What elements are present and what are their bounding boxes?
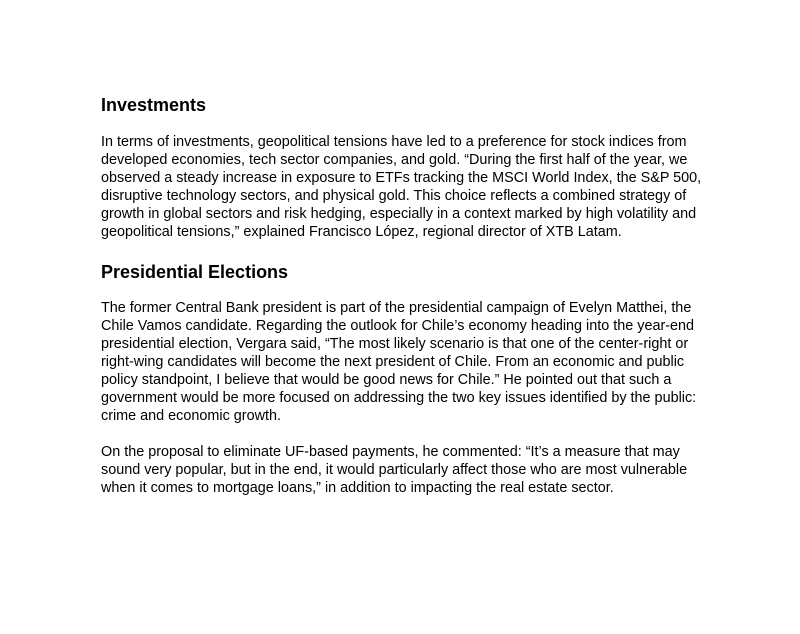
investments-heading: Investments — [101, 95, 207, 115]
elections-section — [101, 259, 705, 498]
elections-paragraph-2: On the proposal to eliminate UF-based payments, he commented: “It’s a measure that may sound very popular, but in the end, it would particularly affect those who are most vulnerable when it comes to mortgage loans,” in addition to impacting the real estate sector. — [101, 444, 688, 497]
elections-paragraph-1: The former Central Bank president is part of the presidential campaign of Evelyn Matthei, the Chile Vamos candidate. Regarding the outlook for Chile’s economy heading into the year-end presidential election, Vergara said, “The most likely scenario is that one of the center-right or right-wing candidates will become the next president of Chile. From an economic and public policy standpoint, I believe that would be good news for Chile.” He pointed out that such a government would be more focused on addressing the two key issues identified by the public: crime and economic growth. — [101, 299, 697, 425]
document-page — [101, 92, 705, 498]
elections-heading: Presidential Elections — [101, 261, 289, 282]
investments-section — [101, 92, 705, 242]
investments-paragraph: In terms of investments, geopolitical tensions have led to a preference for stock indices from developed economies, tech sector companies, and gold. “During the first half of the year, we observed a steady increase in exposure to ETFs tracking the MSCI World Index, the S&P 500, disruptive technology sectors, and physical gold. This choice reflects a combined strategy of growth in global sectors and risk hedging, especially in a context marked by high volatility and geopolitical tensions,” explained Francisco López, regional director of XTB Latam. — [101, 134, 702, 241]
